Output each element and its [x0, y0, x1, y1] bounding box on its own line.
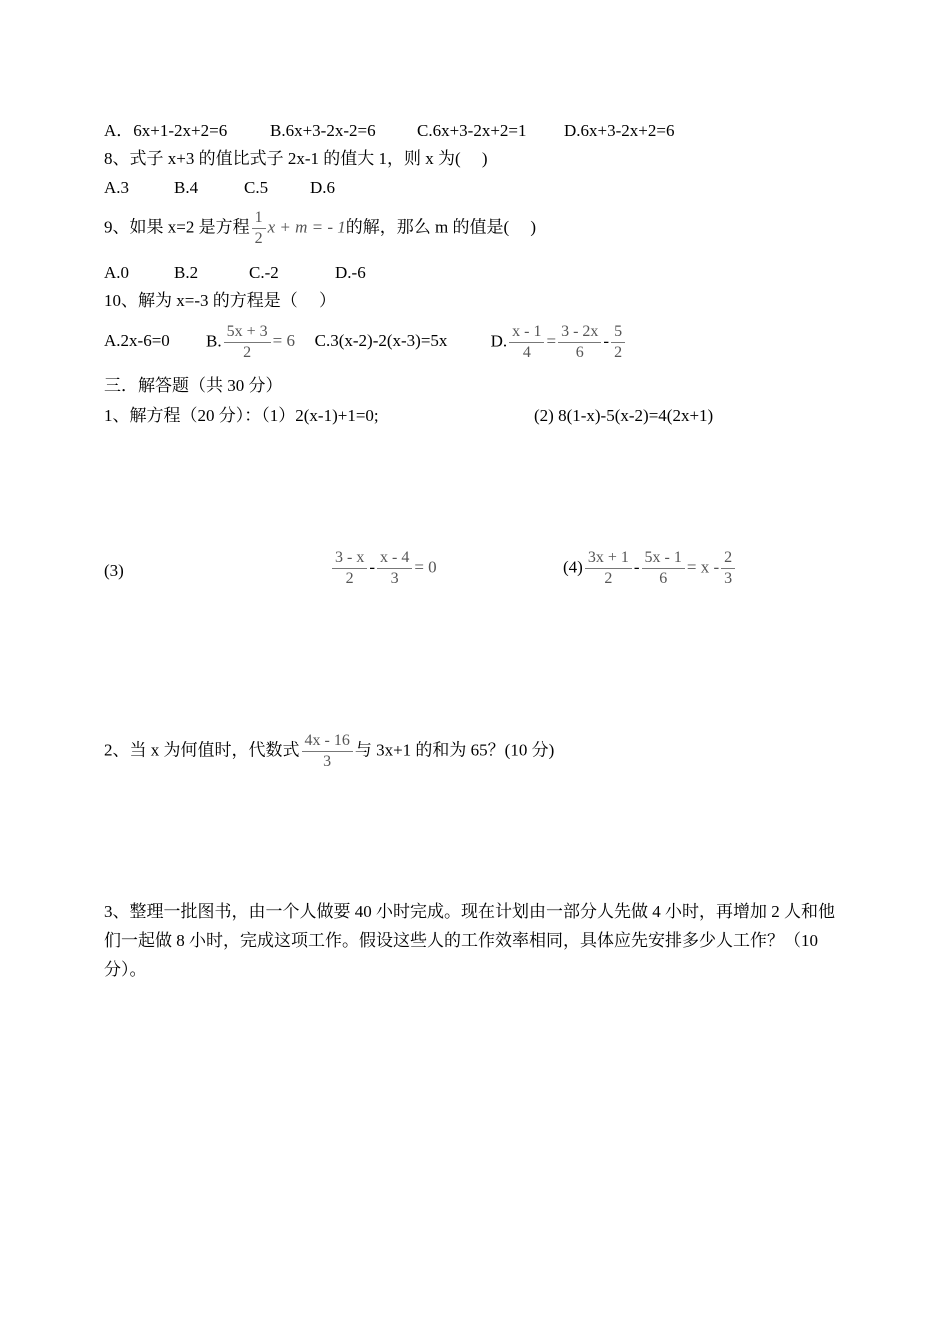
p14-fraction-1: [585, 548, 632, 589]
p14-fraction-2: [642, 548, 685, 589]
q9-frac-num: 1: [252, 208, 266, 229]
problem-1-stem: 1、解方程（20 分）：（1）2(x-1)+1=0;: [104, 406, 379, 425]
q10-d-f3-den: 2: [614, 344, 623, 361]
q8-option-d: D.6: [310, 178, 336, 197]
q10-d-fraction-3: [611, 322, 625, 363]
p13-f1-num: 3 - x: [332, 548, 367, 569]
p14-f3-num: 2: [721, 548, 735, 569]
q9-option-d: D.-6: [335, 263, 366, 282]
q9-option-a: A.0: [104, 263, 130, 282]
q9-stem-after: 的解，那么 m 的值是( ): [345, 217, 537, 237]
problem-1-part-3-equation: [330, 548, 437, 589]
q10-options: [104, 322, 627, 363]
q10-option-d-label: D.: [490, 331, 508, 351]
q10-option-c: C.3(x-2)-2(x-3)=5x: [314, 331, 448, 351]
q10-d-f1-num: x - 1: [509, 322, 544, 343]
q7-options: [104, 121, 674, 141]
q7-option-d: D.6x+3-2x+2=6: [564, 121, 675, 140]
q8-option-c: C.5: [244, 178, 269, 197]
q8-stem: 8、式子 x+3 的值比式子 2x-1 的值大 1，则 x 为( ): [104, 149, 488, 168]
q9-option-b: B.2: [174, 263, 199, 282]
q10-d-minus: -: [603, 331, 610, 351]
p13-fraction-2: [377, 548, 412, 589]
p13-rhs: = 0: [414, 557, 437, 577]
q9-stem: [104, 208, 536, 249]
q10-d-equals: =: [546, 331, 557, 351]
p2-before: 2、当 x 为何值时，代数式: [104, 740, 300, 760]
q10-b-rhs: = 6: [272, 331, 295, 351]
problem-1-part-2: (2) 8(1-x)-5(x-2)=4(2x+1): [534, 406, 714, 425]
q8-option-b: B.4: [174, 178, 199, 197]
q9-options: [104, 263, 366, 283]
p2-num: 4x - 16: [302, 731, 353, 752]
q10-option-b-label: B.: [206, 331, 222, 351]
q9-equation: x + m = - 1: [267, 217, 346, 237]
q8-options: [104, 178, 335, 198]
q9-frac-den: 2: [254, 230, 263, 247]
q9-fraction: [252, 208, 266, 249]
q10-d-f2-den: 6: [575, 344, 584, 361]
q7-option-a: A．6x+1-2x+2=6: [104, 121, 228, 140]
q10-d-f3-num: 5: [611, 322, 625, 343]
q10-b-num: 5x + 3: [224, 322, 271, 343]
problem-1-part-4: [563, 548, 737, 589]
q8-option-a: A.3: [104, 178, 130, 197]
q7-option-c: C.6x+3-2x+2=1: [417, 121, 527, 140]
q10-d-f1-den: 4: [522, 344, 531, 361]
p14-f1-den: 2: [604, 570, 613, 587]
p13-minus: -: [369, 557, 375, 577]
p2-den: 3: [323, 753, 332, 770]
p2-fraction: [302, 731, 353, 772]
p14-minus: -: [633, 557, 640, 577]
problem-3: 3、整理一批图书，由一个人做要 40 小时完成。现在计划由一部分人先做 4 小时，再增加 2 人和他们一起做 8 小时，完成这项工作。假设这些人的工作效率相同，具体应先安排多少人工作？（10 分）。: [104, 902, 835, 979]
q10-option-a: A.2x-6=0: [104, 331, 170, 351]
p14-f2-den: 6: [659, 570, 668, 587]
q10-d-f2-num: 3 - 2x: [558, 322, 601, 343]
q10-d-fraction-2: [558, 322, 601, 363]
p14-mid: = x -: [686, 557, 720, 577]
p13-fraction-1: [332, 548, 367, 589]
p13-f2-den: 3: [390, 570, 399, 587]
q10-stem: 10、解为 x=-3 的方程是（ ）: [104, 291, 336, 310]
q9-stem-before: 9、如果 x=2 是方程: [104, 217, 250, 237]
section-title: 三．解答题（共 30 分）: [104, 376, 283, 395]
problem-2: [104, 731, 554, 772]
p14-f3-den: 3: [724, 570, 733, 587]
problem-1-part-3-label: (3): [104, 561, 124, 580]
q10-b-den: 2: [243, 344, 252, 361]
q7-option-b: B.6x+3-2x-2=6: [270, 121, 376, 140]
q10-d-fraction-1: [509, 322, 544, 363]
p13-f1-den: 2: [345, 570, 354, 587]
p13-f2-num: x - 4: [377, 548, 412, 569]
p14-f1-num: 3x + 1: [585, 548, 632, 569]
p14-f2-num: 5x - 1: [642, 548, 685, 569]
q9-option-c: C.-2: [249, 263, 279, 282]
p14-label: (4): [563, 557, 583, 577]
q10-option-b-fraction: [224, 322, 271, 363]
p14-fraction-3: [721, 548, 735, 589]
p2-after: 与 3x+1 的和为 65？(10 分): [354, 740, 555, 760]
